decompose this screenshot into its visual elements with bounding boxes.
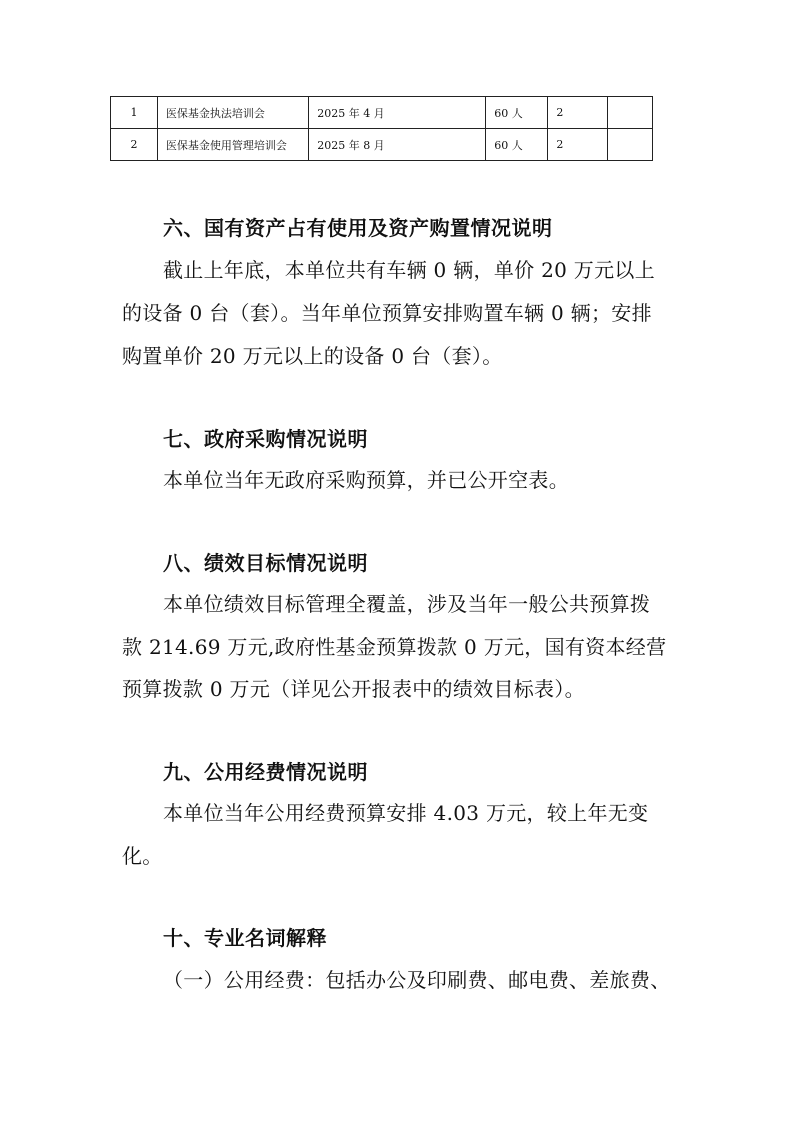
- section-heading-procurement: 七、政府采购情况说明: [163, 427, 368, 451]
- table-row: [111, 129, 653, 161]
- training-extra: [607, 97, 653, 129]
- paragraph-line: 款 214.69 万元,政府性基金预算拨款 0 万元，国有资本经营: [122, 635, 667, 659]
- training-count: 2: [548, 129, 607, 161]
- paragraph-line: 本单位当年公用经费预算安排 4.03 万元，较上年无变: [163, 801, 649, 825]
- paragraph-line: 预算拨款 0 万元（详见公开报表中的绩效目标表）。: [122, 677, 585, 701]
- section-heading-performance: 八、绩效目标情况说明: [163, 551, 368, 575]
- training-people: 60 人: [486, 97, 548, 129]
- training-people: 60 人: [486, 129, 548, 161]
- training-name: 医保基金执法培训会: [157, 97, 308, 129]
- paragraph-line: 本单位绩效目标管理全覆盖，涉及当年一般公共预算拨: [163, 592, 651, 616]
- row-number: 2: [111, 129, 158, 161]
- training-count: 2: [548, 97, 607, 129]
- training-table: [110, 96, 653, 161]
- paragraph-line: （一）公用经费：包括办公及印刷费、邮电费、差旅费、: [163, 968, 671, 992]
- training-date: 2025 年 4 月: [309, 97, 486, 129]
- training-extra: [607, 129, 653, 161]
- table-row: [111, 97, 653, 129]
- paragraph-line: 化。: [122, 844, 163, 868]
- paragraph-line: 的设备 0 台（套）。当年单位预算安排购置车辆 0 辆；安排: [122, 301, 652, 325]
- paragraph-line: 购置单价 20 万元以上的设备 0 台（套）。: [122, 344, 503, 368]
- section-heading-glossary: 十、专业名词解释: [163, 926, 327, 950]
- row-number: 1: [111, 97, 158, 129]
- paragraph-line: 本单位当年无政府采购预算，并已公开空表。: [163, 468, 569, 492]
- section-heading-public-funds: 九、公用经费情况说明: [163, 760, 368, 784]
- section-heading-assets: 六、国有资产占有使用及资产购置情况说明: [163, 216, 553, 240]
- paragraph-line: 截止上年底，本单位共有车辆 0 辆，单价 20 万元以上: [163, 258, 656, 282]
- training-date: 2025 年 8 月: [309, 129, 486, 161]
- training-name: 医保基金使用管理培训会: [157, 129, 308, 161]
